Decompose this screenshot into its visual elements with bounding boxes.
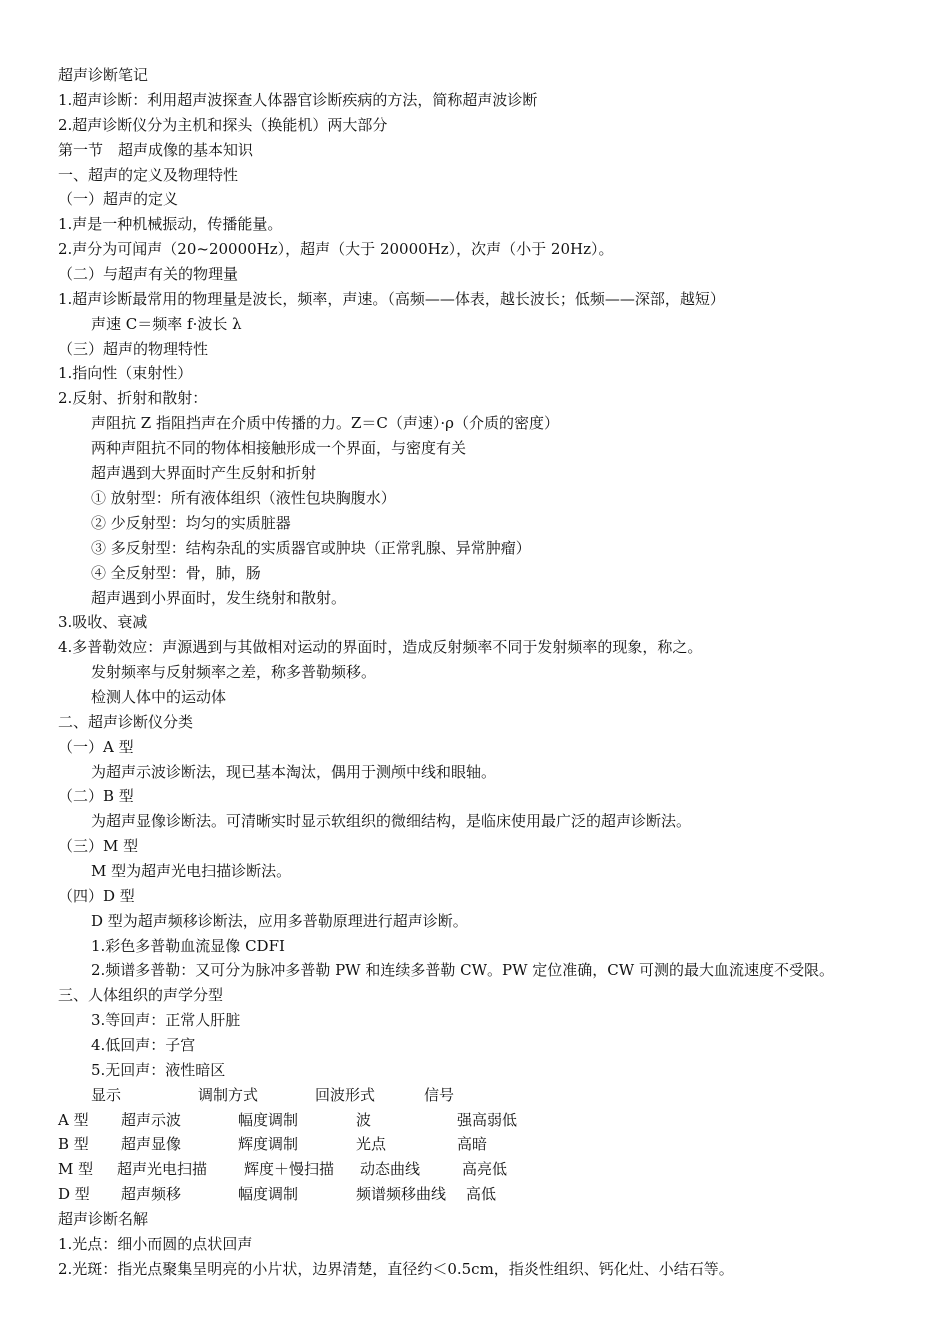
table-cell: 超声显像: [121, 1135, 182, 1153]
text-line: 超声遇到大界面时产生反射和折射: [91, 464, 317, 482]
table-cell: 超声频移: [121, 1185, 182, 1203]
table-cell: 高暗: [457, 1135, 488, 1153]
table-cell: 超声示波: [121, 1111, 182, 1129]
table-cell: M 型: [58, 1160, 94, 1178]
glossary-item: 2.光斑：指光点聚集呈明亮的小片状，边界清楚，直径约＜0.5cm，指炎性组织、钙化灶、小结石等。: [58, 1260, 734, 1278]
text-line: 2.反射、折射和散射：: [58, 389, 208, 407]
text-line: 声阻抗 Z 指阻挡声在介质中传播的力。Z＝C（声速）·ρ（介质的密度）: [91, 414, 559, 432]
table-header: 调制方式: [198, 1086, 259, 1104]
text-line: 为超声显像诊断法。可清晰实时显示软组织的微细结构，是临床使用最广泛的超声诊断法。: [91, 812, 692, 830]
text-line: 超声遇到小界面时，发生绕射和散射。: [91, 589, 347, 607]
table-cell: 强高弱低: [457, 1111, 518, 1129]
table-cell: 幅度调制: [238, 1111, 299, 1129]
section-heading: 一、超声的定义及物理特性: [58, 166, 239, 184]
subsection-heading: （一）超声的定义: [58, 190, 179, 208]
text-line: 1.超声诊断最常用的物理量是波长，频率，声速。（高频——体表，越长波长；低频——深部，越短）: [58, 290, 725, 308]
table-cell: 幅度调制: [238, 1185, 299, 1203]
subsection-heading: （一）A 型: [58, 738, 134, 756]
table-cell: B 型: [58, 1135, 89, 1153]
subsection-heading: （二）与超声有关的物理量: [58, 265, 239, 283]
table-header: 信号: [424, 1086, 455, 1104]
text-line: 2.声分为可闻声（20~20000Hz），超声（大于 20000Hz），次声（小于 20Hz）。: [58, 240, 614, 258]
list-item: 4.低回声：子宫: [91, 1036, 196, 1054]
subsection-heading: （三）M 型: [58, 837, 139, 855]
table-cell: 光点: [356, 1135, 387, 1153]
table-cell: D 型: [58, 1185, 90, 1203]
list-item: 3.等回声：正常人肝脏: [91, 1011, 241, 1029]
text-line: 为超声示波诊断法，现已基本淘汰，偶用于测颅中线和眼轴。: [91, 763, 497, 781]
table-cell: A 型: [58, 1111, 89, 1129]
formula-line: 声速 C＝频率 f·波长 λ: [91, 315, 242, 333]
text-line: 4.多普勒效应：声源遇到与其做相对运动的界面时，造成反射频率不同于发射频率的现象，称之。: [58, 638, 703, 656]
list-item: 2.频谱多普勒：又可分为脉冲多普勒 PW 和连续多普勒 CW。PW 定位准确，CW 可测的最大血流速度不受限。: [91, 961, 834, 979]
document-title: 超声诊断笔记: [58, 66, 149, 84]
text-line: 1.声是一种机械振动，传播能量。: [58, 215, 283, 233]
text-line: 1.指向性（束射性）: [58, 364, 193, 382]
list-item: ① 放射型：所有液体组织（液性包块胸腹水）: [91, 489, 396, 507]
text-line: 2.超声诊断仪分为主机和探头（换能机）两大部分: [58, 116, 388, 134]
table-cell: 超声光电扫描: [117, 1160, 208, 1178]
table-cell: 辉度调制: [238, 1135, 299, 1153]
text-line: 发射频率与反射频率之差，称多普勒频移。: [91, 663, 377, 681]
table-header: 回波形式: [315, 1086, 376, 1104]
section-heading: 二、超声诊断仪分类: [58, 713, 194, 731]
list-item: ③ 多反射型：结构杂乱的实质器官或肿块（正常乳腺、异常肿瘤）: [91, 539, 531, 557]
table-header: 显示: [91, 1086, 122, 1104]
table-cell: 辉度＋慢扫描: [244, 1160, 335, 1178]
subsection-heading: （三）超声的物理特性: [58, 340, 209, 358]
text-line: 3.吸收、衰减: [58, 613, 148, 631]
table-cell: 高亮低: [462, 1160, 508, 1178]
section-heading: 三、人体组织的声学分型: [58, 986, 224, 1004]
section-heading: 超声诊断名解: [58, 1210, 149, 1228]
list-item: ② 少反射型：均匀的实质脏器: [91, 514, 291, 532]
text-line: 1.超声诊断：利用超声波探查人体器官诊断疾病的方法，简称超声波诊断: [58, 91, 538, 109]
list-item: ④ 全反射型：骨，肺，肠: [91, 564, 261, 582]
text-line: D 型为超声频移诊断法，应用多普勒原理进行超声诊断。: [91, 912, 468, 930]
list-item: 5.无回声：液性暗区: [91, 1061, 226, 1079]
subsection-heading: （四）D 型: [58, 887, 135, 905]
table-cell: 频谱频移曲线: [356, 1185, 447, 1203]
text-line: 两种声阻抗不同的物体相接触形成一个界面，与密度有关: [91, 439, 467, 457]
text-line: 检测人体中的运动体: [91, 688, 227, 706]
text-line: M 型为超声光电扫描诊断法。: [91, 862, 292, 880]
glossary-item: 1.光点：细小而圆的点状回声: [58, 1235, 253, 1253]
section-heading: 第一节 超声成像的基本知识: [58, 141, 254, 159]
table-cell: 波: [356, 1111, 372, 1129]
subsection-heading: （二）B 型: [58, 787, 134, 805]
table-cell: 动态曲线: [360, 1160, 421, 1178]
list-item: 1.彩色多普勒血流显像 CDFI: [91, 937, 285, 955]
table-cell: 高低: [466, 1185, 497, 1203]
